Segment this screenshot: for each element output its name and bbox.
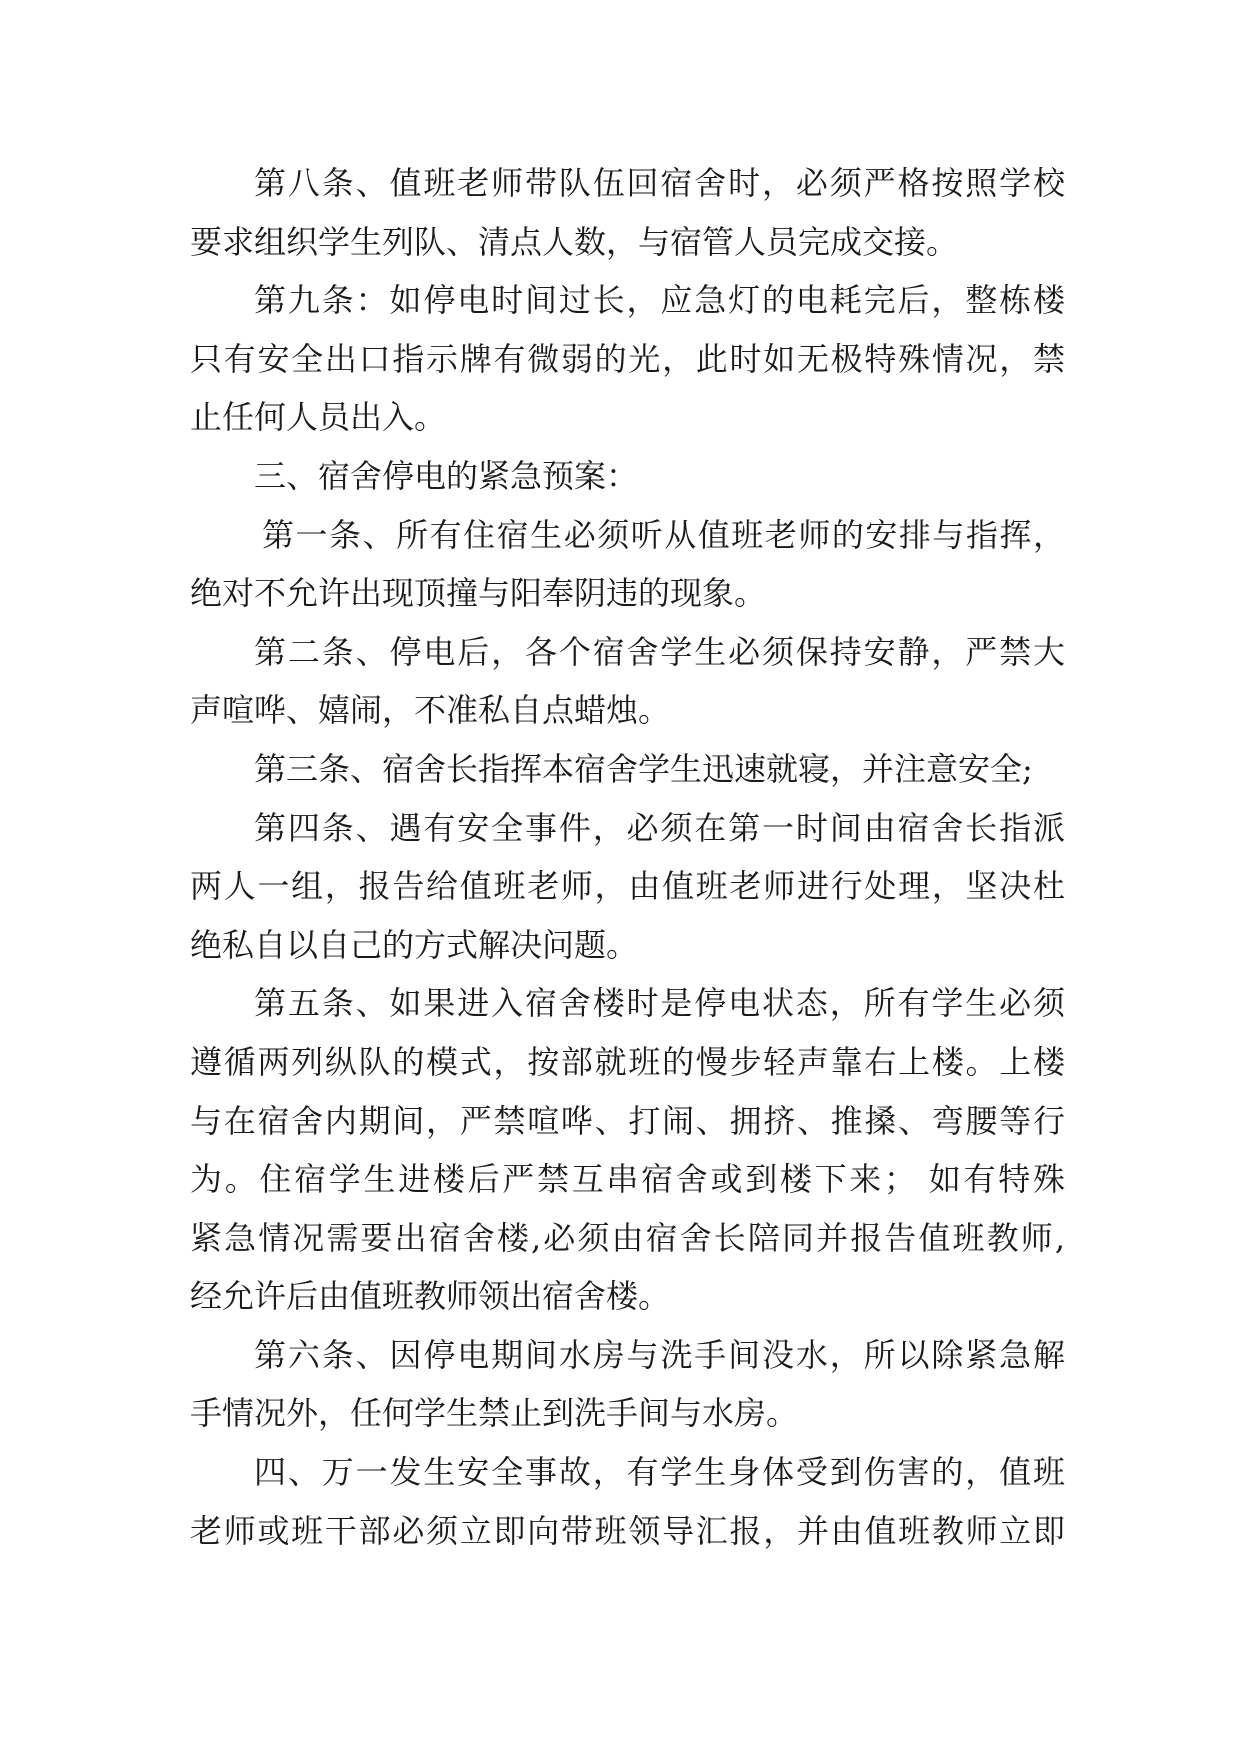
paragraph-plan-article-5 [190, 974, 1065, 1326]
text-line: 第二条、停电后，各个宿舍学生必须保持安静，严禁大 [254, 632, 1065, 671]
section-4-paragraph [190, 1443, 1065, 1560]
text-line: 只有安全出口指示牌有微弱的光，此时如无极特殊情况，禁 [190, 339, 1065, 378]
text-line: 第一条、所有住宿生必须听从值班老师的安排与指挥， [262, 515, 1065, 554]
text-line: 绝私自以自己的方式解决问题。 [190, 925, 639, 964]
section-heading-3 [190, 447, 1065, 506]
paragraph-plan-article-4 [190, 799, 1065, 975]
text-line: 第四条、遇有安全事件，必须在第一时间由宿舍长指派 [254, 808, 1065, 847]
text-line: 第六条、因停电期间水房与洗手间没水，所以除紧急解 [254, 1335, 1065, 1374]
text-line: 两人一组，报告给值班老师，由值班老师进行处理，坚决杜 [190, 867, 1065, 906]
paragraph-plan-article-2 [190, 623, 1065, 740]
text-line: 第九条：如停电时间过长，应急灯的电耗完后，整栋楼 [254, 281, 1065, 320]
text-line: 第八条、值班老师带队伍回宿舍时，必须严格按照学校 [254, 164, 1065, 202]
text-line: 第三条、宿舍长指挥本宿舍学生迅速就寝，并注意安全; [254, 749, 1033, 788]
text-line: 紧急情况需要出宿舍楼,必须由宿舍长陪同并报告值班教师, [190, 1218, 1065, 1257]
section-heading: 三、宿舍停电的紧急预案： [254, 456, 639, 495]
text-line: 为。住宿学生进楼后严禁互串宿舍或到楼下来； 如有特殊 [190, 1160, 1065, 1199]
text-line: 经允许后由值班教师领出宿舍楼。 [190, 1277, 671, 1316]
paragraph-plan-article-3 [190, 740, 1065, 799]
text-line: 要求组织学生列队、清点人数，与宿管人员完成交接。 [190, 222, 959, 261]
text-line: 老师或班干部必须立即向带班领导汇报，并由值班教师立即 [190, 1511, 1065, 1550]
text-line: 止任何人员出入。 [190, 398, 447, 437]
text-line: 与在宿舍内期间，严禁喧哗、打闹、拥挤、推搡、弯腰等行 [190, 1101, 1065, 1140]
document-body [190, 154, 1065, 1560]
paragraph-plan-article-1 [190, 506, 1065, 623]
paragraph-article-9 [190, 271, 1065, 447]
text-line: 遵循两列纵队的模式，按部就班的慢步轻声靠右上楼。上楼 [190, 1042, 1065, 1081]
paragraph-plan-article-6 [190, 1326, 1065, 1443]
text-line: 第五条、如果进入宿舍楼时是停电状态，所有学生必须 [254, 984, 1065, 1023]
text-line: 四、万一发生安全事故，有学生身体受到伤害的，值班 [254, 1453, 1065, 1492]
text-line: 声喧哗、嬉闹，不准私自点蜡烛。 [190, 691, 671, 730]
text-line: 手情况外，任何学生禁止到洗手间与水房。 [190, 1394, 799, 1433]
paragraph-article-8 [190, 154, 1065, 271]
text-line: 绝对不允许出现顶撞与阳奉阴违的现象。 [190, 574, 767, 613]
